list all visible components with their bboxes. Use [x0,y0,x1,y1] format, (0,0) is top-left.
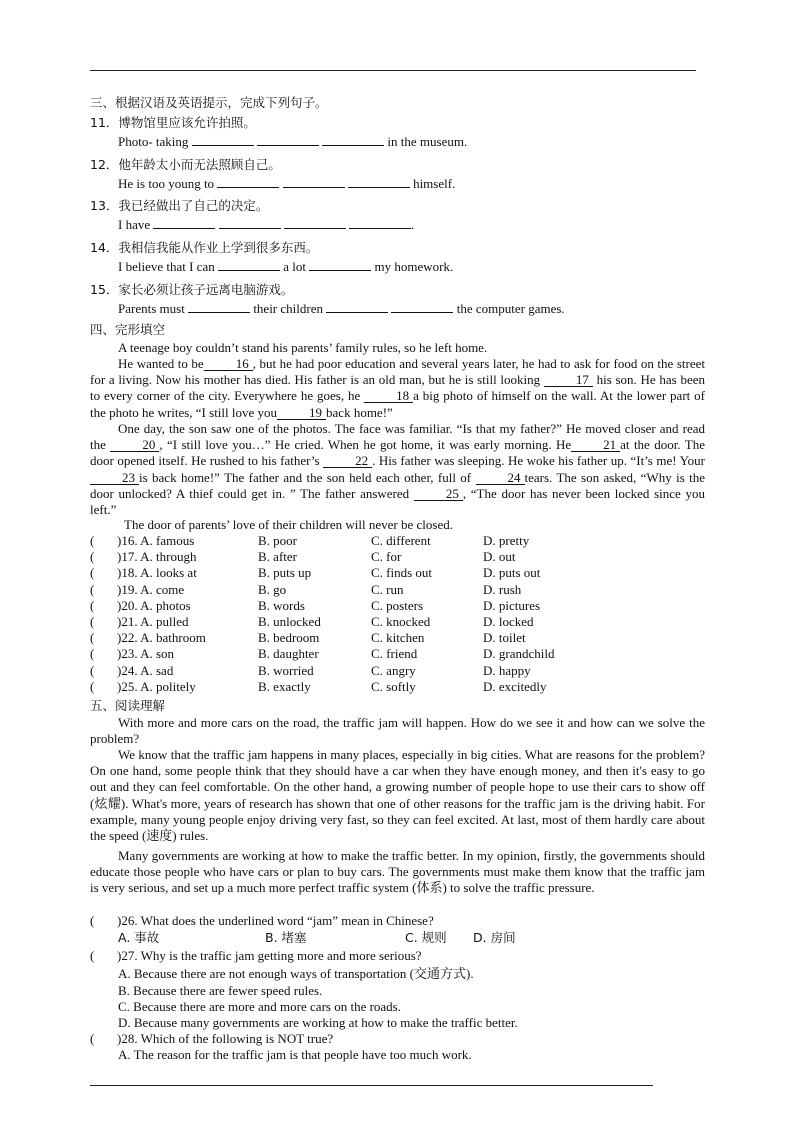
option-c: C. finds out [371,565,433,581]
option-b: B. exactly [258,678,311,694]
answer-blank[interactable]: 22 [323,455,372,468]
item-sentence [118,301,565,317]
answer-paren[interactable]: ( [90,913,95,928]
option-d: D. locked [483,614,534,629]
option-row [90,582,710,598]
reading-paragraph: We know that the traffic jam happens in many places, especially in big cities. What are reasons for the problem? On one hand, some people think that they should have a car when they have enough money, and then it's easy to go out and they can feel comfortable. On the other hand, a growing number of people hope to use their cars to show off (炫耀). What's more, years of research has shown that one of other reasons for the traffic jam is the driving habit. For example, many young people enjoy driving very fast, so they can feel excited. At last, most of them hardly care about the speed (速度) rules. [90,747,705,844]
text: his son. He has been to every corner of the city. Everywhere he goes, he [90,372,705,404]
text: at the door. The door opened itself. He rushed to his father’s [90,437,705,469]
item-prompt: 12．他年龄太小而无法照顾自己。 [90,157,281,172]
text: , but he had poor education and several years later, he had to ask for food on the street for a living. Now his mother has died. His father is an old man, but he is still looking [90,356,705,388]
text: One day, the son saw one of the photos. The face was familiar. “Is that my father?” He moved closer and read the [90,421,705,453]
answer-blank[interactable] [218,270,280,271]
cloze-paragraph [90,340,705,356]
option-b: B. bedroom [258,630,320,646]
item-prompt: 15．家长必须让孩子远离电脑游戏。 [90,282,294,297]
item-sentence [118,217,414,233]
answer-blank[interactable] [391,312,453,313]
answer-blank[interactable]: 23 [90,472,139,485]
answer-blank[interactable] [348,187,410,188]
option-c: C. run [371,581,404,597]
reading-paragraph: With more and more cars on the road, the traffic jam will happen. How do we see it and how can we solve the problem? [90,715,705,747]
option-b: B. puts up [258,565,312,581]
answer-blank[interactable]: 18 [364,390,413,403]
option-d: D. excitedly [483,678,547,694]
text: back home!” [326,404,393,420]
answer-blank[interactable]: 16 [204,358,253,371]
option-b: B. daughter [258,646,319,662]
item-prompt: 13．我已经做出了自己的决定。 [90,198,269,213]
option-c: C. kitchen [371,630,425,646]
reading-paragraph: Many governments are working at how to make the traffic better. In my opinion, firstly, the governments should educate those people who have cars or plan to buy cars. The governments must make them know that the traffic jam is very serious, and set up a much more perfect traffic system (体系) to solve the traffic pressure. [90,848,705,896]
option-q: )16. A. famous [117,533,195,548]
option-q: )24. A. sad [117,662,174,678]
question-27-option-a [90,966,710,982]
option-d: D. Because many governments are working at how to make the traffic better. [118,1015,518,1030]
item-sentence [118,176,455,192]
option-d: D. happy [483,662,531,678]
option-q: )20. A. photos [117,597,191,613]
question-28 [90,1031,710,1047]
item-sentence [118,259,453,275]
text [319,134,322,149]
option-c: C. angry [371,662,416,678]
text: tears. The son asked, “Why is the door unlocked? A thief could get in. ” The father answered [90,469,705,501]
text: The door of parents’ love of their children will never be closed. [124,517,453,532]
option-b: B. go [258,581,287,597]
answer-blank[interactable]: 24 [476,472,525,485]
option-q: )22. A. bathroom [117,630,206,646]
text [279,176,282,191]
option-row [90,646,710,662]
answer-blank[interactable]: 20 [110,439,159,452]
option-a: A. Because there are not enough ways of transportation (交通方式). [118,966,474,981]
text [345,176,348,191]
question-text: )28. Which of the following is NOT true? [117,1031,334,1046]
text [281,217,284,232]
option-row [90,549,710,565]
answer-paren[interactable]: ( [90,614,95,629]
answer-blank[interactable] [219,228,281,229]
option-a: A. 事故 [118,930,160,945]
option-c: C. 规则 [405,930,447,945]
text: Parents must [118,301,189,316]
question-27-option-d [90,1015,710,1031]
text: A teenage boy couldn’t stand his parents’ family rules, so he left home. [118,340,488,355]
text: is back home!” The father and the son held each other, full of [139,469,476,485]
answer-blank[interactable]: 17 [544,374,593,387]
text: . [411,217,415,232]
answer-paren[interactable]: ( [90,630,95,646]
answer-blank[interactable] [153,228,215,229]
text: I believe that I can [118,259,218,274]
answer-blank[interactable]: 25 [414,488,463,501]
option-b: B. worried [258,662,314,678]
option-b: B. words [258,597,305,613]
answer-blank[interactable] [188,312,250,313]
option-a: A. The reason for the traffic jam is that people have too much work. [118,1047,472,1062]
answer-paren[interactable]: ( [90,948,95,963]
option-c: C. softly [371,678,416,694]
text: Photo- taking [118,134,192,149]
option-q: )17. A. through [117,549,197,565]
header-rule [90,70,696,71]
text: He wanted to be [118,356,204,371]
option-q: )19. A. come [117,581,185,597]
answer-blank[interactable] [326,312,388,313]
answer-blank[interactable]: 19 [277,407,326,420]
option-b: B. poor [258,533,297,548]
answer-blank[interactable] [349,228,411,229]
option-b: B. unlocked [258,614,321,629]
answer-blank[interactable] [284,228,346,229]
option-d: D. 房间 [473,930,516,945]
answer-paren[interactable]: ( [90,533,95,548]
section5-heading: 五、阅读理解 [90,698,166,713]
option-c: C. for [371,549,402,565]
question-text: )26. What does the underlined word “jam” mean in Chinese? [117,913,434,928]
item-sentence [118,134,467,150]
option-c: C. posters [371,597,423,613]
option-c: C. knocked [371,614,431,629]
item-prompt: 11．博物馆里应该允许拍照。 [90,115,256,130]
option-b: B. 堵塞 [265,930,307,945]
option-d: D. grandchild [483,646,555,662]
answer-blank[interactable] [217,187,279,188]
text: the computer games. [453,301,565,316]
item-prompt: 14．我相信我能从作业上学到很多东西。 [90,240,319,255]
answer-paren[interactable]: ( [90,662,95,678]
answer-blank[interactable] [283,187,345,188]
option-d: D. rush [483,581,522,597]
answer-paren[interactable]: ( [90,646,95,662]
text [388,301,391,316]
text [346,217,349,232]
text: a big photo of himself on the wall. At the lower part of the photo he writes, “I still love you [90,388,705,420]
question-27 [90,948,710,964]
option-d: D. pictures [483,597,541,613]
footer-rule [90,1085,653,1086]
option-d: D. pretty [483,533,530,548]
section3-heading: 三、根据汉语及英语提示，完成下列句子。 [90,95,328,110]
option-q: )18. A. looks at [117,565,197,581]
option-c: C. different [371,533,431,548]
option-row [90,614,710,630]
answer-paren[interactable]: ( [90,678,95,694]
text: in the museum. [384,134,468,149]
option-b: B. after [258,549,297,565]
option-d: D. puts out [483,565,541,581]
cloze-paragraph [90,517,705,533]
option-row [90,598,710,614]
option-d: D. toilet [483,630,526,646]
answer-blank[interactable] [322,145,384,146]
answer-paren[interactable]: ( [90,597,95,613]
option-q: )21. A. pulled [117,614,189,629]
cloze-paragraph [90,421,705,518]
option-row [90,679,710,695]
option-row [90,565,710,581]
option-row [90,533,710,549]
question-27-option-b [90,983,710,999]
answer-blank[interactable]: 21 [571,439,620,452]
option-d: D. out [483,549,516,565]
text: I have [118,217,154,232]
option-c: C. Because there are more and more cars on the roads. [118,999,401,1014]
text: my homework. [371,259,454,274]
option-q: )23. A. son [117,646,175,662]
answer-paren[interactable]: ( [90,1031,95,1046]
text: , “I still love you…” He cried. When he got home, it was early morning. He [159,437,572,453]
answer-paren[interactable]: ( [90,549,95,565]
question-26 [90,913,710,929]
answer-paren[interactable]: ( [90,581,95,597]
option-q: )25. A. politely [117,678,196,694]
answer-paren[interactable]: ( [90,565,95,581]
question-28-option-a [90,1047,710,1063]
text: their children [250,301,327,316]
text: himself. [409,176,456,191]
text: He is too young to [118,176,218,191]
question-27-option-c [90,999,710,1015]
text [254,134,257,149]
option-c: C. friend [371,646,418,662]
question-text: )27. Why is the traffic jam getting more and more serious? [117,948,422,963]
text: , “The door has never been locked since you left.” [90,485,705,518]
option-b: B. Because there are fewer speed rules. [118,983,323,998]
cloze-paragraph [90,356,705,421]
option-row [90,663,710,679]
answer-blank[interactable] [309,270,371,271]
option-row [90,630,710,646]
section4-heading: 四、完形填空 [90,322,166,337]
text: . His father was sleeping. He woke his father up. “It’s me! Your [372,453,705,469]
answer-blank[interactable] [257,145,319,146]
text [215,217,218,232]
question-26-options [90,930,710,946]
answer-blank[interactable] [192,145,254,146]
text: a lot [279,259,310,274]
